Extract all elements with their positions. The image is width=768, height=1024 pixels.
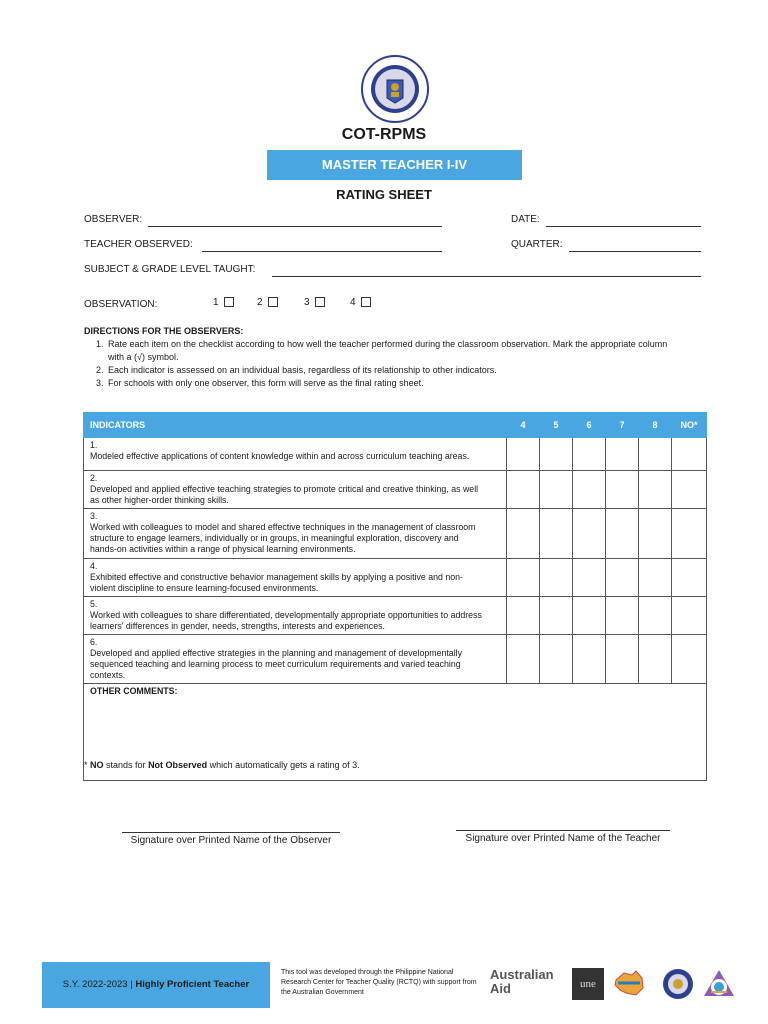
rating-cell[interactable] xyxy=(507,509,540,559)
rating-cell[interactable] xyxy=(540,559,573,597)
rating-cell[interactable] xyxy=(573,438,606,471)
teacher-signature-line[interactable]: Signature over Printed Name of the Teacher xyxy=(456,830,670,844)
rating-cell[interactable] xyxy=(573,635,606,684)
document-subtitle: RATING SHEET xyxy=(336,187,432,202)
rating-cell[interactable] xyxy=(672,597,707,635)
directions xyxy=(84,325,684,390)
rating-cell[interactable] xyxy=(540,509,573,559)
directions-list xyxy=(84,338,684,390)
rating-cell[interactable] xyxy=(672,509,707,559)
indicators-table xyxy=(83,412,707,781)
indicator-text: Exhibited effective and constructive behavior management skills by applying a positive and non-violent discipline to ensure learning-focused environments. xyxy=(90,572,463,593)
header-rating-4: 4 xyxy=(507,413,540,438)
rating-cell[interactable] xyxy=(507,597,540,635)
table-row xyxy=(84,559,707,597)
teacher-observed-label: TEACHER OBSERVED: xyxy=(84,239,193,250)
subject-grade-line[interactable] xyxy=(272,276,701,277)
observer-signature-line[interactable]: Signature over Printed Name of the Observer xyxy=(122,832,340,846)
deped-round-logo xyxy=(662,968,694,1000)
directions-heading: DIRECTIONS FOR THE OBSERVERS: xyxy=(84,326,244,336)
rating-cell[interactable] xyxy=(573,471,606,509)
rating-cell[interactable] xyxy=(606,438,639,471)
observation-option-3[interactable]: 3 xyxy=(304,297,325,308)
footnote: * NO stands for Not Observed which automatically gets a rating of 3. xyxy=(84,760,360,770)
direction-item: 3. For schools with only one observer, this form will serve as the final rating sheet. xyxy=(106,377,684,390)
australia-map-logo xyxy=(612,968,644,1000)
rating-cell[interactable] xyxy=(639,559,672,597)
indicator-number: 2. xyxy=(90,473,98,483)
australian-aid-logo: Australian Aid xyxy=(490,967,554,996)
table-row xyxy=(84,597,707,635)
indicator-number: 3. xyxy=(90,511,98,521)
checkbox[interactable] xyxy=(361,297,371,307)
rating-cell[interactable] xyxy=(507,559,540,597)
rating-cell[interactable] xyxy=(672,635,707,684)
observation-option-1[interactable]: 1 xyxy=(213,297,234,308)
observer-label: OBSERVER: xyxy=(84,214,143,225)
rating-cell[interactable] xyxy=(606,471,639,509)
indicator-text: Developed and applied effective strategies in the planning and management of developmentally sequenced teaching and learning process to meet curriculum requirements and varied teaching contexts. xyxy=(90,648,463,680)
rating-cell[interactable] xyxy=(507,635,540,684)
document-title: COT-RPMS xyxy=(341,126,427,143)
observation-option-2[interactable]: 2 xyxy=(257,297,278,308)
rating-cell[interactable] xyxy=(606,559,639,597)
checkbox[interactable] xyxy=(224,297,234,307)
rating-cell[interactable] xyxy=(507,471,540,509)
observer-line[interactable] xyxy=(148,226,442,227)
rating-cell[interactable] xyxy=(672,471,707,509)
header-rating-6: 6 xyxy=(573,413,606,438)
rating-cell[interactable] xyxy=(672,559,707,597)
date-line[interactable] xyxy=(546,226,701,227)
table-header-row xyxy=(84,413,707,438)
indicator-text: Worked with colleagues to share differentiated, developmentally appropriate opportunities to address learners' differences in gender, needs, strengths, interests and experiences. xyxy=(90,610,482,631)
rating-cell[interactable] xyxy=(639,597,672,635)
quarter-label: QUARTER: xyxy=(511,239,563,250)
rating-cell[interactable] xyxy=(540,471,573,509)
rating-cell[interactable] xyxy=(639,509,672,559)
table-row xyxy=(84,635,707,684)
footer-band: S.Y. 2022-2023 | Highly Proficient Teacher xyxy=(42,962,270,1008)
table-row xyxy=(84,471,707,509)
table-row xyxy=(84,438,707,471)
rating-cell[interactable] xyxy=(639,635,672,684)
indicator-text: Modeled effective applications of content knowledge within and across curriculum teaching areas. xyxy=(90,451,470,461)
header-rating-5: 5 xyxy=(540,413,573,438)
rating-cell[interactable] xyxy=(639,438,672,471)
rating-cell[interactable] xyxy=(606,509,639,559)
rating-cell[interactable] xyxy=(639,471,672,509)
direction-item: 1. Rate each item on the checklist according to how well the teacher performed during the classroom observation. Mark the appropriate column with a (√) symbol. xyxy=(106,338,684,364)
teacher-observed-line[interactable] xyxy=(202,251,442,252)
header-not-observed: NO* xyxy=(672,413,707,438)
header-indicators: INDICATORS xyxy=(84,413,507,438)
header-rating-7: 7 xyxy=(606,413,639,438)
indicator-text: Worked with colleagues to model and shared effective techniques in the management of classroom structure to engage learners, individually or in groups, in meaningful exploration, discovery and hands-on activities within a range of physical learning environments. xyxy=(90,522,476,554)
rating-cell[interactable] xyxy=(540,438,573,471)
footer-credit: This tool was developed through the Philippine National Research Center for Teacher Quality (RCTQ) with support from the Australian Government xyxy=(281,969,477,996)
indicator-text: Developed and applied effective teaching strategies to promote critical and creative thinking, as well as other higher-order thinking skills. xyxy=(90,484,479,505)
rating-cell[interactable] xyxy=(672,438,707,471)
rating-cell[interactable] xyxy=(507,438,540,471)
observation-label: OBSERVATION: xyxy=(84,299,158,310)
rating-cell[interactable] xyxy=(606,635,639,684)
rating-cell[interactable] xyxy=(606,597,639,635)
indicator-number: 6. xyxy=(90,637,98,647)
une-logo: une xyxy=(572,968,604,1000)
checkbox[interactable] xyxy=(315,297,325,307)
rating-cell[interactable] xyxy=(573,509,606,559)
quarter-line[interactable] xyxy=(569,251,701,252)
rating-cell[interactable] xyxy=(573,597,606,635)
checkbox[interactable] xyxy=(268,297,278,307)
indicator-number: 5. xyxy=(90,599,98,609)
subject-grade-label: SUBJECT & GRADE LEVEL TAUGHT: xyxy=(84,264,256,275)
direction-item: 2. Each indicator is assessed on an individual basis, regardless of its relationship to other indicators. xyxy=(106,364,684,377)
date-label: DATE: xyxy=(511,214,540,225)
rating-cell[interactable] xyxy=(540,597,573,635)
indicator-number: 4. xyxy=(90,561,98,571)
rctq-logo xyxy=(702,968,734,1000)
header-rating-8: 8 xyxy=(639,413,672,438)
indicator-number: 1. xyxy=(90,440,98,450)
observation-option-4[interactable]: 4 xyxy=(350,297,371,308)
table-row xyxy=(84,509,707,559)
other-comments-label: OTHER COMMENTS: xyxy=(90,686,178,696)
deped-seal-logo xyxy=(360,54,430,124)
rating-cell[interactable] xyxy=(573,559,606,597)
position-banner: MASTER TEACHER I-IV xyxy=(267,150,522,180)
rating-cell[interactable] xyxy=(540,635,573,684)
